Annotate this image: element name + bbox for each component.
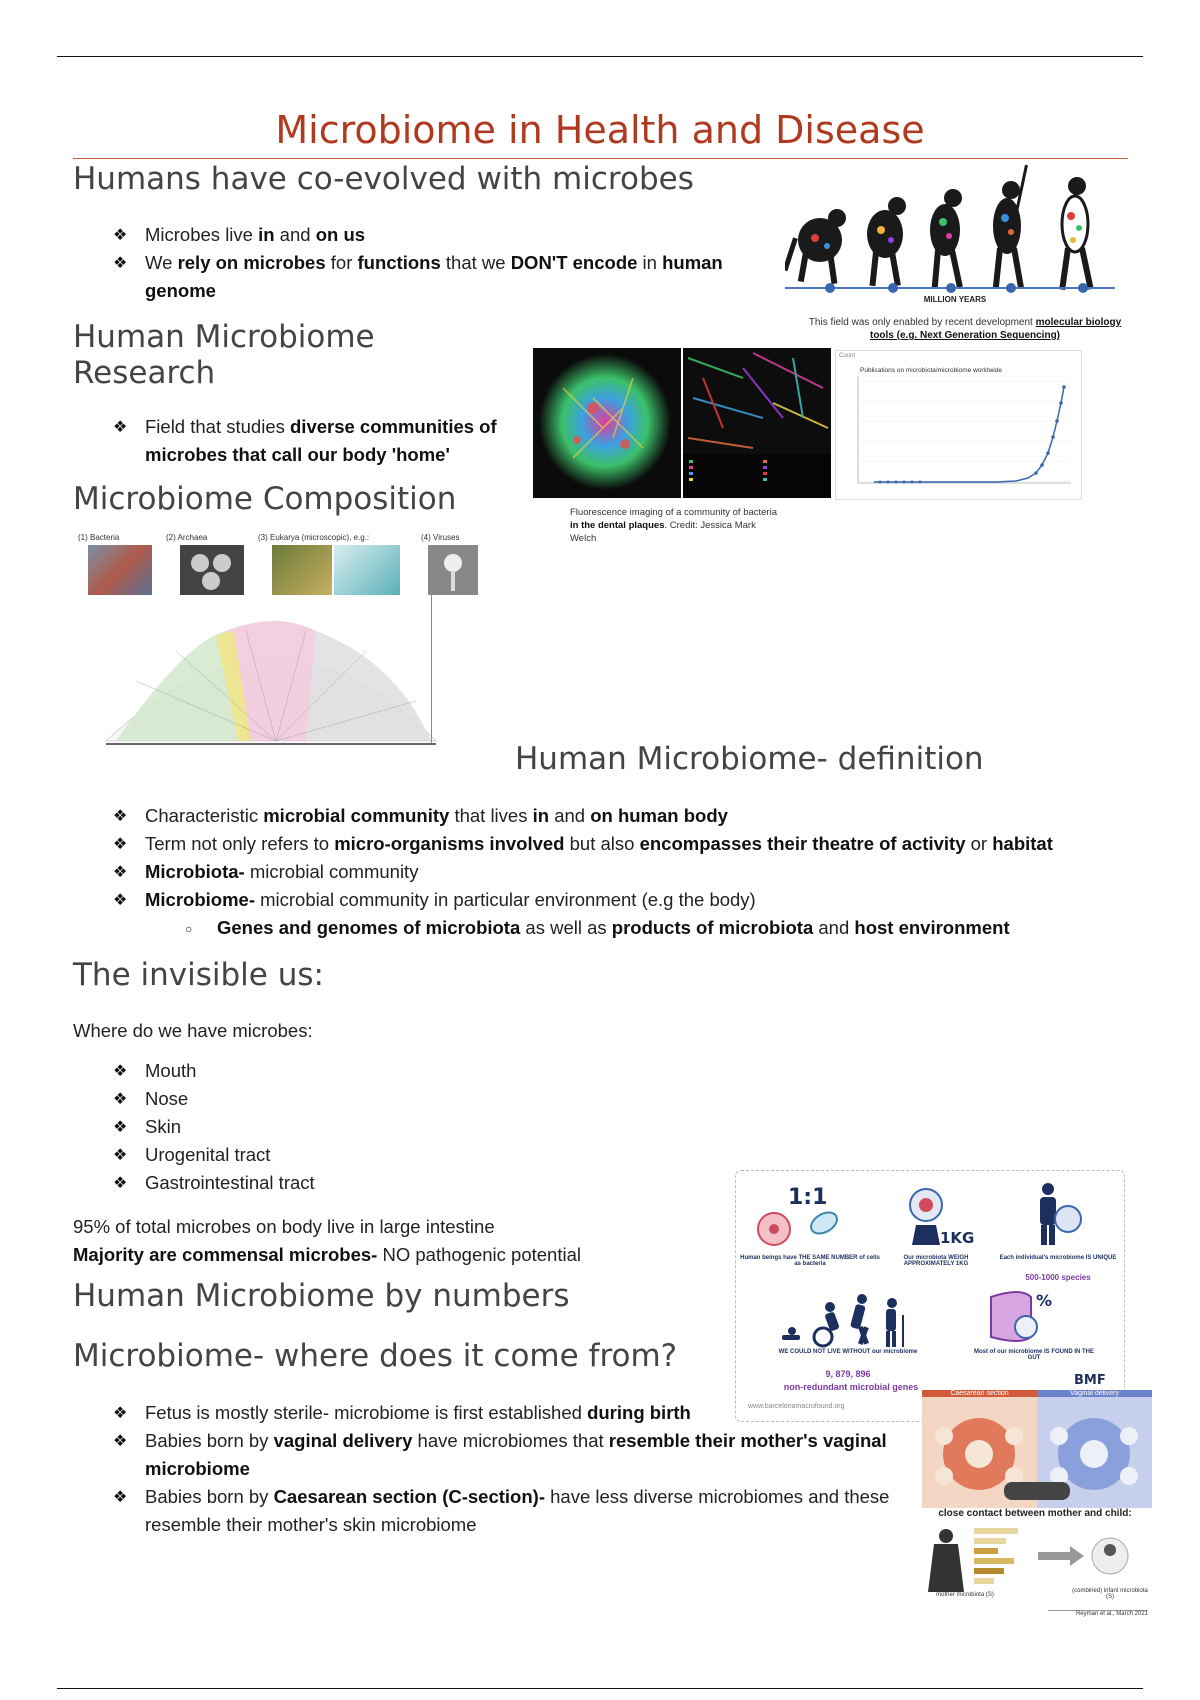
infant-microbiota-label: (combined) infant microbiota (S) [1072,1588,1148,1600]
species-count: 500-1000 species [1025,1273,1091,1282]
evolution-illustration [785,160,1125,310]
origin-bullets [73,1399,903,1539]
heading-invisible: The invisible us: [73,957,324,993]
list-item: ❖ Babies born by Caesarean section (C-section)- have less diverse microbiomes and these resemble their mother's skin microbiome [73,1483,903,1539]
publications-curve [836,351,1081,499]
title-underline [73,158,1128,159]
heading-composition: Microbiome Composition [73,481,457,517]
list-item: ❖ Mouth [73,1057,573,1085]
numbers-infographic [735,1170,1125,1422]
definition-sub-bullets [73,914,1153,942]
definition-bullets [73,802,1153,914]
label-bacteria: (1) Bacteria [78,533,120,542]
heading-definition: Human Microbiome- definition [515,741,984,777]
label-archaea: (2) Archaea [166,533,208,542]
list-item: ❖ Term not only refers to micro-organisms involved but also encompasses their theatre of activity or habitat [73,830,1153,858]
chart-y-label: Count [839,353,856,359]
list-item: ❖ Urogenital tract [73,1141,573,1169]
hominid-silhouette-4 [993,165,1028,288]
fluorescence-image-1 [533,348,681,498]
heading-research: Human Microbiome Research [73,319,375,391]
fact-commensal: Majority are commensal microbes- NO pathogenic potential [73,1244,581,1265]
people-activity-icon [778,1289,918,1349]
ape-silhouette-1 [785,209,846,284]
sequencing-caption: This field was only enabled by recent development molecular biology tools (e.g. Next Generation Sequencing) [808,317,1122,341]
gut-caption: Most of our microbiome IS FOUND IN THE GUT [974,1349,1095,1361]
bottom-rule [57,1688,1143,1689]
ape-silhouette-2 [867,197,906,286]
publications-chart [835,350,1082,500]
list-item: ❖ Microbiome- microbial community in particular environment (e.g the body) [73,886,1153,914]
ratio-value: 1:1 [788,1185,828,1210]
virus-image [428,545,478,595]
list-item: ❖ Gastrointestinal tract [73,1169,573,1197]
list-item: ❖ Babies born by vaginal delivery have microbiomes that resemble their mother's vaginal microbiome [73,1427,903,1483]
list-item: ❖ Fetus is mostly sterile- microbiome is first established during birth [73,1399,903,1427]
list-item: ❖ Nose [73,1085,573,1113]
archaea-image [180,545,244,595]
invisible-intro: Where do we have microbes: [73,1020,313,1041]
page-title: Microbiome in Health and Disease [275,108,925,152]
bacteria-image [88,545,152,595]
mother-microbiota-label: mother microbiota (S) [936,1592,994,1598]
weight-caption: Our microbiota WEIGH APPROXIMATELY 1KG [903,1255,969,1267]
unique-caption: Each individual's microbiome IS UNIQUE [999,1255,1117,1261]
heading-origin: Microbiome- where does it come from? [73,1338,678,1374]
locations-list [73,1057,573,1197]
chart-title: Publications on microbiota/microbiome worldwide [860,367,1002,374]
human-silhouette-5 [1059,177,1093,290]
live-caption: WE COULD NOT LIVE WITHOUT our microbiome [778,1349,918,1355]
figure-citation: Reyman et al., March 2021 [1048,1610,1148,1617]
genes-count: 9, 879, 896 [825,1369,871,1379]
unique-person-icon [1026,1181,1086,1251]
virus-connector-line [431,595,432,743]
list-item: ❖ Characteristic microbial community that lives in and on human body [73,802,1153,830]
list-item: ❖ Microbes live in and on us [73,221,753,249]
hominid-silhouette-3 [930,189,963,288]
research-bullets [73,413,513,469]
tree-of-life-diagram [76,601,496,751]
top-rule [57,56,1143,57]
vaginal-delivery-label: Vaginal delivery [1037,1390,1152,1397]
heading-numbers: Human Microbiome by numbers [73,1278,570,1314]
percent-symbol: % [1036,1291,1053,1310]
label-viruses: (4) Viruses [421,533,460,542]
list-item: ○ Genes and genomes of microbiota as well as products of microbiota and host environment [73,914,1153,942]
bmf-logo: BMF [1074,1373,1106,1388]
list-item: ❖ Microbiota- microbial community [73,858,1153,886]
eukarya-image-2 [334,545,400,595]
heading-coevolved: Humans have co-evolved with microbes [73,161,694,197]
ratio-caption: Human beings have THE SAME NUMBER of cells as bacteria [740,1255,880,1267]
coevolved-bullets [73,221,753,305]
cell-bacteria-icon [754,1209,854,1249]
fact-large-intestine: 95% of total microbes on body live in large intestine [73,1216,495,1237]
contact-caption: close contact between mother and child: [938,1508,1132,1519]
fluorescence-caption: Fluorescence imaging of a community of bacteria in the dental plaques. Credit: Jessica Mark Welch [570,507,777,544]
label-eukarya: (3) Eukarya (microscopic), e.g.: [258,533,370,542]
list-item: ❖ Field that studies diverse communities of microbes that call our body 'home' [73,413,513,469]
composition-figure [76,533,496,753]
weight-value: 1KG [940,1229,975,1247]
list-item: ❖ Skin [73,1113,573,1141]
infographic-url: www.barcelonamacrofound.org [748,1403,845,1410]
eukarya-image-1 [272,545,332,595]
baby-toggle-graphic [1004,1482,1070,1500]
list-item: ❖ We rely on microbes for functions that we DON'T encode in human genome [73,249,753,305]
c-section-label: Caesarean section [922,1390,1037,1397]
evolution-figure [785,160,1125,310]
timeline-label: MILLION YEARS [923,295,987,304]
delivery-mode-figure [922,1390,1152,1508]
fluorescence-image-2 [683,348,831,498]
genes-label: non-redundant microbial genes [783,1382,919,1392]
mother-child-figure [920,1508,1150,1620]
